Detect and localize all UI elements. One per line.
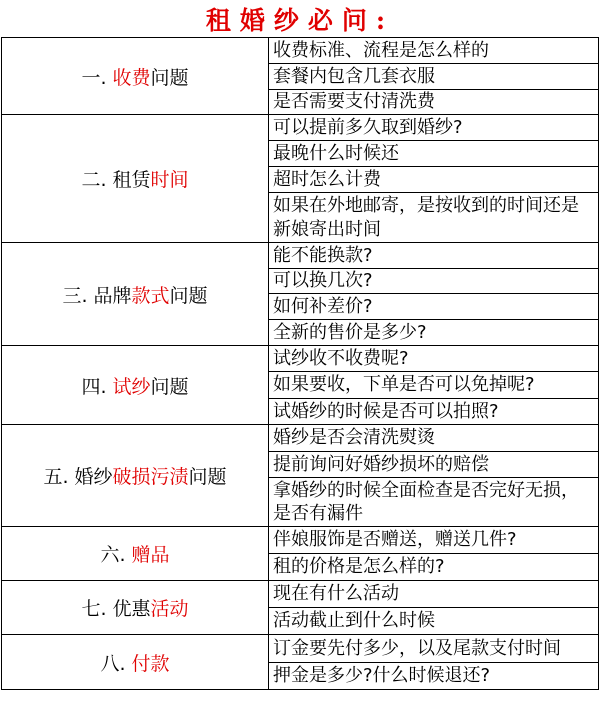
category-cell	[2, 581, 269, 635]
question-cell: 婚纱是否会清洗熨烫	[269, 425, 599, 452]
category-cell	[2, 527, 269, 581]
faq-row	[2, 581, 599, 608]
category-prefix: 二. 租赁	[81, 169, 151, 191]
faq-row	[2, 38, 599, 64]
category-cell	[2, 38, 269, 115]
question-cell: 如果要收，下单是否可以免掉呢?	[269, 372, 599, 399]
faq-row	[2, 425, 599, 452]
question-cell: 超时怎么计费	[269, 167, 599, 193]
category-cell	[2, 635, 269, 690]
question-cell: 试纱收不收费呢?	[269, 346, 599, 372]
faq-row	[2, 527, 599, 554]
question-cell: 现在有什么活动	[269, 581, 599, 608]
question-cell: 试婚纱的时候是否可以拍照?	[269, 399, 599, 425]
category-prefix: 一.	[81, 66, 113, 89]
question-cell: 押金是多少?什么时候退还?	[269, 663, 599, 690]
category-highlight: 试纱	[112, 375, 151, 398]
question-cell: 如果在外地邮寄，是按收到的时间还是新娘寄出时间	[269, 193, 599, 243]
category-prefix: 五. 婚纱	[43, 466, 113, 488]
question-cell: 提前询问好婚纱损坏的赔偿	[269, 452, 599, 478]
faq-row	[2, 635, 599, 663]
question-cell: 全新的售价是多少?	[269, 320, 599, 346]
category-cell	[2, 115, 269, 243]
question-cell: 可以提前多久取到婚纱?	[269, 115, 599, 141]
faq-row	[2, 243, 599, 269]
question-cell: 是否需要支付清洗费	[269, 90, 599, 115]
category-highlight: 活动	[150, 598, 189, 620]
category-highlight: 破损污渍	[112, 466, 189, 488]
category-highlight: 时间	[150, 169, 189, 191]
question-cell: 拿婚纱的时候全面检查是否完好无损，是否有漏件	[269, 478, 599, 527]
category-suffix: 问题	[169, 284, 208, 307]
category-cell	[2, 425, 269, 527]
question-cell: 租的价格是怎么样的?	[269, 554, 599, 581]
question-cell: 能不能换款?	[269, 243, 599, 269]
question-cell: 订金要先付多少，以及尾款支付时间	[269, 635, 599, 663]
category-cell	[2, 346, 269, 425]
question-cell: 最晚什么时候还	[269, 141, 599, 167]
category-prefix: 七. 优惠	[81, 598, 151, 620]
question-cell: 伴娘服饰是否赠送，赠送几件?	[269, 527, 599, 554]
question-cell: 可以换几次?	[269, 269, 599, 294]
faq-table	[1, 37, 599, 690]
faq-row	[2, 346, 599, 372]
category-prefix: 四.	[81, 375, 113, 398]
question-cell: 活动截止到什么时候	[269, 608, 599, 635]
category-highlight: 收费	[112, 66, 151, 89]
faq-row	[2, 115, 599, 141]
page-title: 租婚纱必问:	[205, 5, 395, 35]
category-cell	[2, 243, 269, 346]
question-cell: 如何补差价?	[269, 294, 599, 320]
category-highlight: 款式	[131, 284, 170, 307]
category-highlight: 付款	[131, 652, 170, 675]
category-prefix: 八.	[100, 652, 132, 675]
category-prefix: 六.	[100, 544, 132, 566]
question-cell: 收费标准、流程是怎么样的	[269, 38, 599, 64]
category-suffix: 问题	[150, 66, 189, 89]
category-suffix: 问题	[188, 466, 227, 488]
category-highlight: 赠品	[131, 544, 170, 566]
category-prefix: 三. 品牌	[62, 284, 132, 307]
question-cell: 套餐内包含几套衣服	[269, 64, 599, 90]
category-suffix: 问题	[150, 375, 189, 398]
